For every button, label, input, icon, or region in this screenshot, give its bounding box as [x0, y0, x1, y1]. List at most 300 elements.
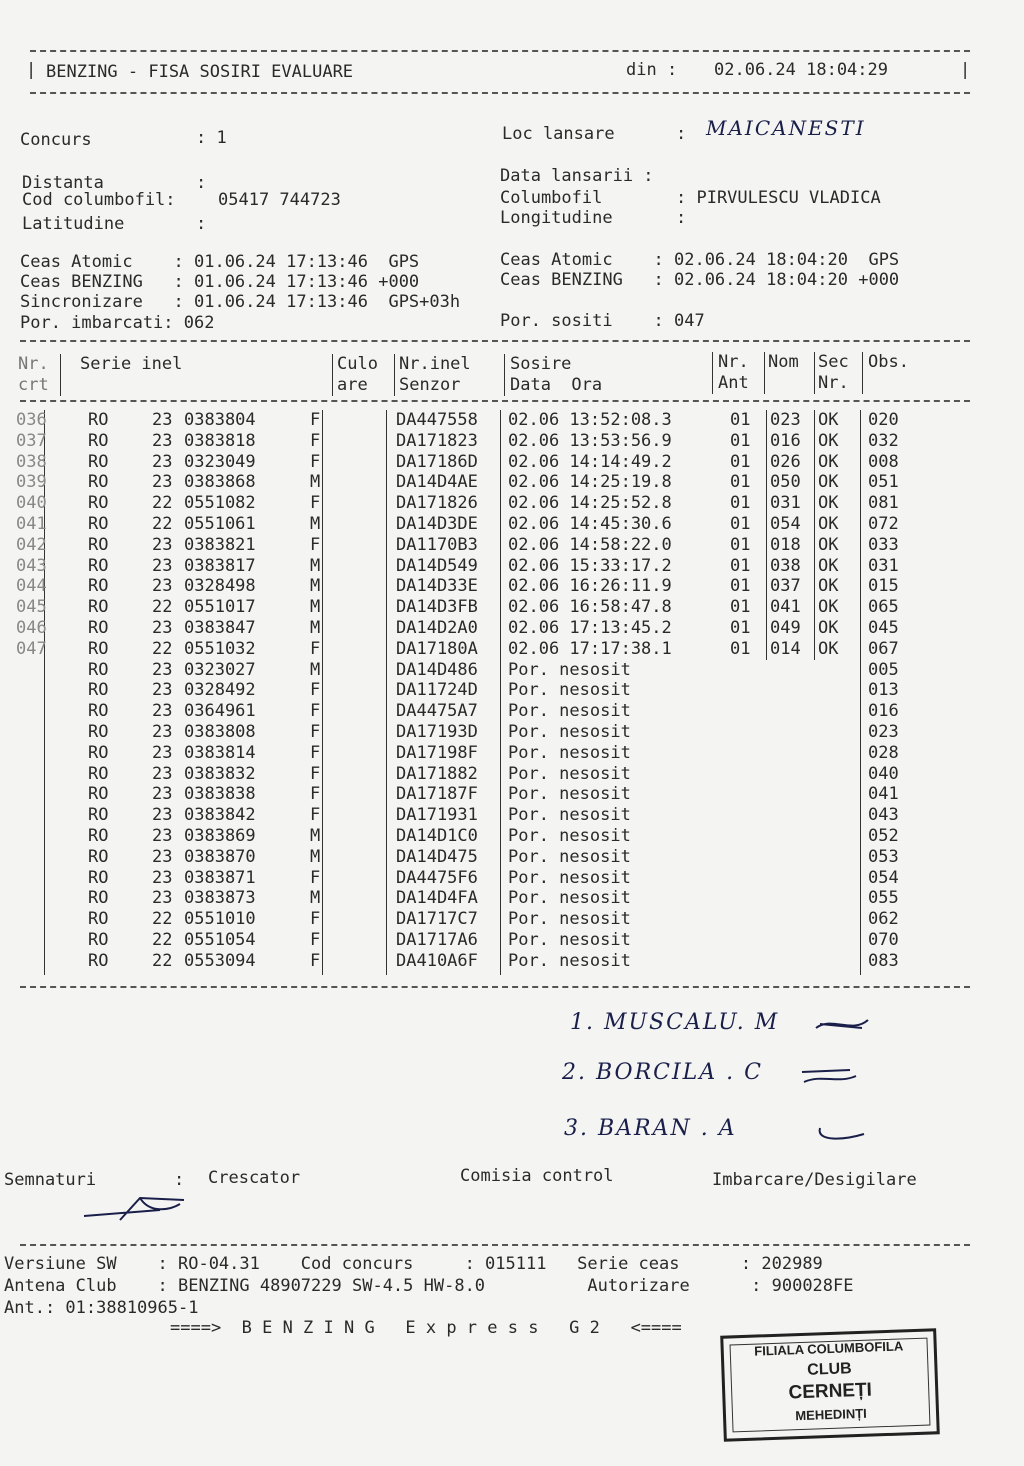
cell-ring: 0383868	[184, 472, 256, 493]
cell-ring: 0383869	[184, 826, 256, 846]
cell-arrival: Por. nesosit	[508, 742, 631, 763]
cell-ring: 0383818	[184, 430, 256, 451]
cell-antenna: 01	[730, 451, 751, 472]
cell-ring: 0551054	[184, 930, 256, 950]
cell-obs: 062	[868, 909, 899, 930]
cell-ring: 0551032	[184, 638, 256, 659]
imbarcare-label: Imbarcare/Desigilare	[712, 1170, 917, 1190]
cell-nom: 038	[770, 555, 801, 576]
distanta-value: :	[196, 173, 207, 193]
cell-obs: 033	[868, 534, 899, 555]
cell-sensor: DA171931	[396, 805, 478, 826]
concurs-value: : 1	[196, 128, 227, 148]
cell-sensor: DA4475F6	[396, 867, 478, 888]
cell-arrival: Por. nesosit	[508, 826, 631, 846]
col-divider	[862, 352, 863, 394]
cell-sec: OK	[818, 410, 839, 430]
cell-ring: 0383821	[184, 534, 256, 555]
cell-country: RO	[88, 909, 109, 930]
cell-nr: 047	[16, 638, 47, 659]
cell-arrival: 02.06 14:25:19.8	[508, 472, 672, 493]
cell-arrival: Por. nesosit	[508, 701, 631, 722]
cell-sensor: DA17198F	[396, 742, 478, 763]
cell-arrival: Por. nesosit	[508, 680, 631, 701]
cell-arrival: 02.06 15:33:17.2	[508, 555, 672, 576]
stamp-line-1: FILIALA COLUMBOFILA	[754, 1338, 904, 1359]
header-top-rule	[30, 50, 970, 52]
cell-obs: 043	[868, 805, 899, 826]
cell-sensor: DA1717C7	[396, 909, 478, 930]
col-divider	[764, 352, 765, 394]
cell-sec: OK	[818, 534, 839, 555]
cell-year: 23	[152, 867, 173, 888]
cell-sex: F	[310, 950, 321, 971]
cell-year: 23	[152, 555, 173, 576]
longitudine-value: :	[676, 208, 687, 228]
cell-sensor: DA171823	[396, 430, 478, 451]
cell-sensor: DA1170B3	[396, 534, 478, 555]
cell-obs: 005	[868, 659, 899, 680]
cell-ring: 0364961	[184, 701, 256, 722]
footer-line-1: Versiune SW : RO-04.31 Cod concurs : 015111 Serie ceas : 202989	[4, 1254, 823, 1274]
cell-year: 23	[152, 410, 173, 430]
signature-scribble-1	[812, 1012, 872, 1036]
footer-brand: ====> B E N Z I N G E x p r e s s G 2 <====	[170, 1318, 682, 1338]
cell-ring: 0383814	[184, 742, 256, 763]
cell-arrival: Por. nesosit	[508, 722, 631, 742]
cell-sensor: DA11724D	[396, 680, 478, 701]
cell-sensor: DA14D2A0	[396, 618, 478, 638]
cell-arrival: 02.06 16:26:11.9	[508, 576, 672, 597]
cell-arrival: 02.06 14:58:22.0	[508, 534, 672, 555]
crescator-signature	[80, 1190, 190, 1226]
cell-sec: OK	[818, 514, 839, 534]
cell-obs: 032	[868, 430, 899, 451]
cell-year: 23	[152, 618, 173, 638]
cell-sex: M	[310, 555, 321, 576]
col-ant-header-2: Ant	[718, 373, 749, 393]
col-sec-header-2: Nr.	[818, 373, 849, 393]
cell-obs: 065	[868, 597, 899, 618]
clock-right-1: Ceas BENZING : 02.06.24 18:04:20 +000	[500, 270, 900, 290]
cell-sensor: DA447558	[396, 410, 478, 430]
cell-year: 22	[152, 909, 173, 930]
cell-nom: 026	[770, 451, 801, 472]
col-nom-header: Nom	[768, 352, 799, 372]
cell-country: RO	[88, 472, 109, 493]
cell-year: 23	[152, 888, 173, 909]
col-divider	[504, 354, 505, 396]
cell-sex: F	[310, 451, 321, 472]
cell-nom: 016	[770, 430, 801, 451]
cod-columbofil-value: 05417 744723	[218, 190, 341, 210]
col-divider	[500, 410, 501, 975]
commission-member-2: 2. BORCILA . C	[562, 1060, 763, 1085]
cell-country: RO	[88, 430, 109, 451]
col-senzor-header-1: Nr.inel	[399, 354, 471, 374]
cell-obs: 020	[868, 410, 899, 430]
cell-obs: 013	[868, 680, 899, 701]
cell-sensor: DA171882	[396, 763, 478, 784]
concurs-label: Concurs	[20, 130, 92, 150]
cell-nr: 043	[16, 555, 47, 576]
cell-sex: F	[310, 867, 321, 888]
col-divider	[60, 354, 61, 396]
clock-left-2: Sincronizare : 01.06.24 17:13:46 GPS+03h	[20, 292, 461, 312]
cell-year: 23	[152, 451, 173, 472]
cell-nr: 037	[16, 430, 47, 451]
cell-nr: 042	[16, 534, 47, 555]
cell-year: 23	[152, 680, 173, 701]
cell-arrival: 02.06 13:53:56.9	[508, 430, 672, 451]
cell-obs: 070	[868, 930, 899, 950]
cell-sec: OK	[818, 638, 839, 659]
cell-ring: 0323027	[184, 659, 256, 680]
cell-obs: 072	[868, 514, 899, 534]
cell-obs: 081	[868, 493, 899, 514]
cell-antenna: 01	[730, 493, 751, 514]
cell-antenna: 01	[730, 514, 751, 534]
cell-country: RO	[88, 784, 109, 805]
cell-sensor: DA14D3FB	[396, 597, 478, 618]
cell-obs: 052	[868, 826, 899, 846]
cell-sensor: DA14D549	[396, 555, 478, 576]
footer-rule	[20, 1244, 970, 1246]
footer-line-3: Ant.: 01:38810965-1	[4, 1298, 199, 1318]
data-lansarii-label: Data lansarii :	[500, 166, 654, 186]
cell-nom: 050	[770, 472, 801, 493]
cell-ring: 0551017	[184, 597, 256, 618]
cell-country: RO	[88, 846, 109, 867]
cell-sex: F	[310, 430, 321, 451]
col-sosire-header-1: Sosire	[510, 354, 572, 374]
cell-country: RO	[88, 701, 109, 722]
cell-ring: 0383847	[184, 618, 256, 638]
cod-columbofil-label: Cod columbofil:	[22, 190, 176, 210]
cell-sex: F	[310, 410, 321, 430]
cell-year: 23	[152, 534, 173, 555]
cell-sensor: DA14D1C0	[396, 826, 478, 846]
cell-country: RO	[88, 410, 109, 430]
cell-obs: 083	[868, 950, 899, 971]
clock-left-1: Ceas BENZING : 01.06.24 17:13:46 +000	[20, 272, 420, 292]
cell-obs: 015	[868, 576, 899, 597]
cell-obs: 054	[868, 867, 899, 888]
table-bottom-rule	[20, 986, 970, 988]
cell-nr: 041	[16, 514, 47, 534]
cell-antenna: 01	[730, 638, 751, 659]
cell-country: RO	[88, 805, 109, 826]
cell-country: RO	[88, 555, 109, 576]
cell-nom: 054	[770, 514, 801, 534]
col-sosire-header-2: Data Ora	[510, 375, 603, 395]
crescator-label: Crescator	[208, 1168, 301, 1188]
cell-ring: 0383832	[184, 763, 256, 784]
cell-country: RO	[88, 950, 109, 971]
cell-obs: 055	[868, 888, 899, 909]
cell-country: RO	[88, 888, 109, 909]
col-serie-header: Serie inel	[80, 354, 183, 374]
cell-arrival: Por. nesosit	[508, 867, 631, 888]
cell-obs: 016	[868, 701, 899, 722]
cell-sec: OK	[818, 472, 839, 493]
cell-year: 23	[152, 826, 173, 846]
cell-obs: 045	[868, 618, 899, 638]
cell-ring: 0383838	[184, 784, 256, 805]
cell-sensor: DA171826	[396, 493, 478, 514]
cell-sensor: DA17180A	[396, 638, 478, 659]
cell-year: 22	[152, 514, 173, 534]
cell-ring: 0383842	[184, 805, 256, 826]
cell-obs: 008	[868, 451, 899, 472]
cell-sex: F	[310, 909, 321, 930]
cell-country: RO	[88, 826, 109, 846]
cell-sex: M	[310, 888, 321, 909]
footer-line-2: Antena Club : BENZING 48907229 SW-4.5 HW-8.0 Autorizare : 900028FE	[4, 1276, 854, 1296]
cell-nom: 049	[770, 618, 801, 638]
col-divider	[386, 410, 387, 975]
cell-year: 23	[152, 576, 173, 597]
cell-sec: OK	[818, 555, 839, 576]
col-senzor-header-2: Senzor	[399, 375, 461, 395]
cell-antenna: 01	[730, 597, 751, 618]
cell-sensor: DA14D4FA	[396, 888, 478, 909]
cell-ring: 0328498	[184, 576, 256, 597]
cell-antenna: 01	[730, 576, 751, 597]
cell-year: 23	[152, 763, 173, 784]
cell-obs: 023	[868, 722, 899, 742]
cell-year: 23	[152, 784, 173, 805]
cell-ring: 0328492	[184, 680, 256, 701]
latitudine-label: Latitudine	[22, 214, 125, 234]
cell-ring: 0383871	[184, 867, 256, 888]
cell-year: 23	[152, 701, 173, 722]
cell-sex: F	[310, 805, 321, 826]
cell-arrival: Por. nesosit	[508, 784, 631, 805]
cell-sex: M	[310, 826, 321, 846]
cell-country: RO	[88, 576, 109, 597]
cell-nr: 046	[16, 618, 47, 638]
cell-year: 23	[152, 472, 173, 493]
col-culoare-header-1: Culo	[337, 354, 378, 374]
cell-antenna: 01	[730, 410, 751, 430]
cell-antenna: 01	[730, 472, 751, 493]
cell-ring: 0551082	[184, 493, 256, 514]
cell-obs: 067	[868, 638, 899, 659]
cell-obs: 028	[868, 742, 899, 763]
cell-sensor: DA17193D	[396, 722, 478, 742]
col-nr-header-1: Nr.	[18, 354, 49, 374]
col-divider	[766, 410, 767, 660]
cell-sensor: DA410A6F	[396, 950, 478, 971]
col-divider	[860, 410, 861, 975]
cell-antenna: 01	[730, 430, 751, 451]
cell-nr: 039	[16, 472, 47, 493]
club-stamp	[720, 1328, 940, 1441]
cell-sensor: DA17186D	[396, 451, 478, 472]
cell-sensor: DA4475A7	[396, 701, 478, 722]
commission-member-1: 1. MUSCALU. M	[570, 1010, 780, 1035]
cell-sensor: DA14D475	[396, 846, 478, 867]
cell-nom: 037	[770, 576, 801, 597]
cell-year: 23	[152, 742, 173, 763]
cell-arrival: 02.06 13:52:08.3	[508, 410, 672, 430]
cell-sex: M	[310, 618, 321, 638]
cell-nr: 045	[16, 597, 47, 618]
cell-ring: 0383817	[184, 555, 256, 576]
cell-year: 23	[152, 805, 173, 826]
cell-country: RO	[88, 659, 109, 680]
print-date-value: 02.06.24 18:04:29	[714, 60, 888, 80]
cell-year: 23	[152, 659, 173, 680]
col-divider	[814, 410, 815, 660]
columbofil-label: Columbofil	[500, 188, 603, 208]
cell-ring: 0383870	[184, 846, 256, 867]
cell-antenna: 01	[730, 618, 751, 638]
loc-lansare-colon: :	[676, 124, 687, 144]
cell-arrival: Por. nesosit	[508, 950, 631, 971]
cell-country: RO	[88, 493, 109, 514]
cell-ring: 0551010	[184, 909, 256, 930]
latitudine-value: :	[196, 214, 207, 234]
cell-country: RO	[88, 597, 109, 618]
cell-year: 23	[152, 430, 173, 451]
cell-sec: OK	[818, 430, 839, 451]
cell-sec: OK	[818, 493, 839, 514]
cell-sec: OK	[818, 618, 839, 638]
cell-arrival: 02.06 14:25:52.8	[508, 493, 672, 514]
cell-arrival: 02.06 17:17:38.1	[508, 638, 672, 659]
col-divider	[712, 352, 713, 394]
cell-arrival: Por. nesosit	[508, 805, 631, 826]
cell-year: 23	[152, 846, 173, 867]
clock-right-3: Por. sositi : 047	[500, 311, 705, 331]
cell-year: 22	[152, 597, 173, 618]
cell-year: 22	[152, 930, 173, 950]
cell-sensor: DA14D33E	[396, 576, 478, 597]
cell-country: RO	[88, 742, 109, 763]
cell-nom: 018	[770, 534, 801, 555]
col-sec-header-1: Sec	[818, 352, 849, 372]
distanta-label: Distanta	[22, 173, 104, 193]
cell-year: 23	[152, 722, 173, 742]
cell-sensor: DA17187F	[396, 784, 478, 805]
cell-sex: F	[310, 493, 321, 514]
header-bottom-rule	[30, 92, 970, 94]
cell-country: RO	[88, 618, 109, 638]
cell-sex: F	[310, 930, 321, 950]
cell-ring: 0383873	[184, 888, 256, 909]
longitudine-label: Longitudine	[500, 208, 613, 228]
cell-sex: M	[310, 576, 321, 597]
header-left-bar: |	[26, 60, 37, 80]
cell-obs: 051	[868, 472, 899, 493]
cell-sex: M	[310, 472, 321, 493]
loc-lansare-label: Loc lansare	[502, 124, 615, 144]
cell-arrival: Por. nesosit	[508, 659, 631, 680]
cell-arrival: Por. nesosit	[508, 888, 631, 909]
cell-year: 22	[152, 950, 173, 971]
cell-ring: 0553094	[184, 950, 256, 971]
cell-sex: F	[310, 763, 321, 784]
commission-member-3: 3. BARAN . A	[564, 1116, 737, 1141]
col-culoare-header-2: are	[337, 375, 368, 395]
cell-country: RO	[88, 867, 109, 888]
cell-sec: OK	[818, 451, 839, 472]
semnaturi-label: Semnaturi	[4, 1170, 97, 1190]
columbofil-value: : PIRVULESCU VLADICA	[676, 188, 881, 208]
table-top-rule	[20, 340, 970, 342]
cell-sex: F	[310, 638, 321, 659]
cell-ring: 0551061	[184, 514, 256, 534]
cell-country: RO	[88, 514, 109, 534]
col-divider	[394, 354, 395, 396]
col-obs-header: Obs.	[868, 352, 909, 372]
col-nr-header-2: crt	[18, 375, 49, 395]
semnaturi-colon: :	[174, 1170, 185, 1190]
cell-country: RO	[88, 680, 109, 701]
stamp-line-2: CLUB	[806, 1360, 852, 1379]
cell-sensor: DA14D4AE	[396, 472, 478, 493]
cell-obs: 040	[868, 763, 899, 784]
table-header-rule	[20, 400, 970, 402]
stamp-line-3: CERNEȚI	[788, 1379, 873, 1404]
print-date-label: din :	[626, 60, 678, 80]
cell-obs: 031	[868, 555, 899, 576]
cell-sex: M	[310, 659, 321, 680]
signature-scribble-3	[814, 1122, 870, 1146]
cell-obs: 053	[868, 846, 899, 867]
cell-nr: 040	[16, 493, 47, 514]
cell-sec: OK	[818, 576, 839, 597]
cell-arrival: Por. nesosit	[508, 930, 631, 950]
cell-sex: F	[310, 722, 321, 742]
cell-sex: F	[310, 784, 321, 805]
cell-year: 22	[152, 638, 173, 659]
cell-nom: 014	[770, 638, 801, 659]
cell-sex: M	[310, 846, 321, 867]
cell-obs: 041	[868, 784, 899, 805]
cell-sensor: DA14D486	[396, 659, 478, 680]
cell-antenna: 01	[730, 555, 751, 576]
cell-sex: F	[310, 680, 321, 701]
loc-lansare-handwritten: MAICANESTI	[706, 116, 866, 140]
cell-nr: 044	[16, 576, 47, 597]
cell-year: 22	[152, 493, 173, 514]
col-divider	[814, 352, 815, 394]
col-divider	[322, 410, 323, 975]
cell-nom: 031	[770, 493, 801, 514]
cell-sensor: DA14D3DE	[396, 514, 478, 534]
col-divider	[332, 354, 333, 396]
cell-country: RO	[88, 534, 109, 555]
clock-left-0: Ceas Atomic : 01.06.24 17:13:46 GPS	[20, 252, 420, 272]
cell-arrival: 02.06 14:14:49.2	[508, 451, 672, 472]
cell-sex: F	[310, 701, 321, 722]
header-right-bar: |	[960, 60, 971, 80]
cell-sex: F	[310, 534, 321, 555]
cell-arrival: 02.06 16:58:47.8	[508, 597, 672, 618]
clock-right-0: Ceas Atomic : 02.06.24 18:04:20 GPS	[500, 250, 900, 270]
cell-country: RO	[88, 638, 109, 659]
cell-ring: 0383804	[184, 410, 256, 430]
cell-sec: OK	[818, 597, 839, 618]
comisia-label: Comisia control	[460, 1166, 614, 1186]
cell-arrival: Por. nesosit	[508, 846, 631, 867]
cell-antenna: 01	[730, 534, 751, 555]
cell-nr: 036	[16, 410, 47, 430]
clock-left-3: Por. imbarcati: 062	[20, 313, 215, 333]
